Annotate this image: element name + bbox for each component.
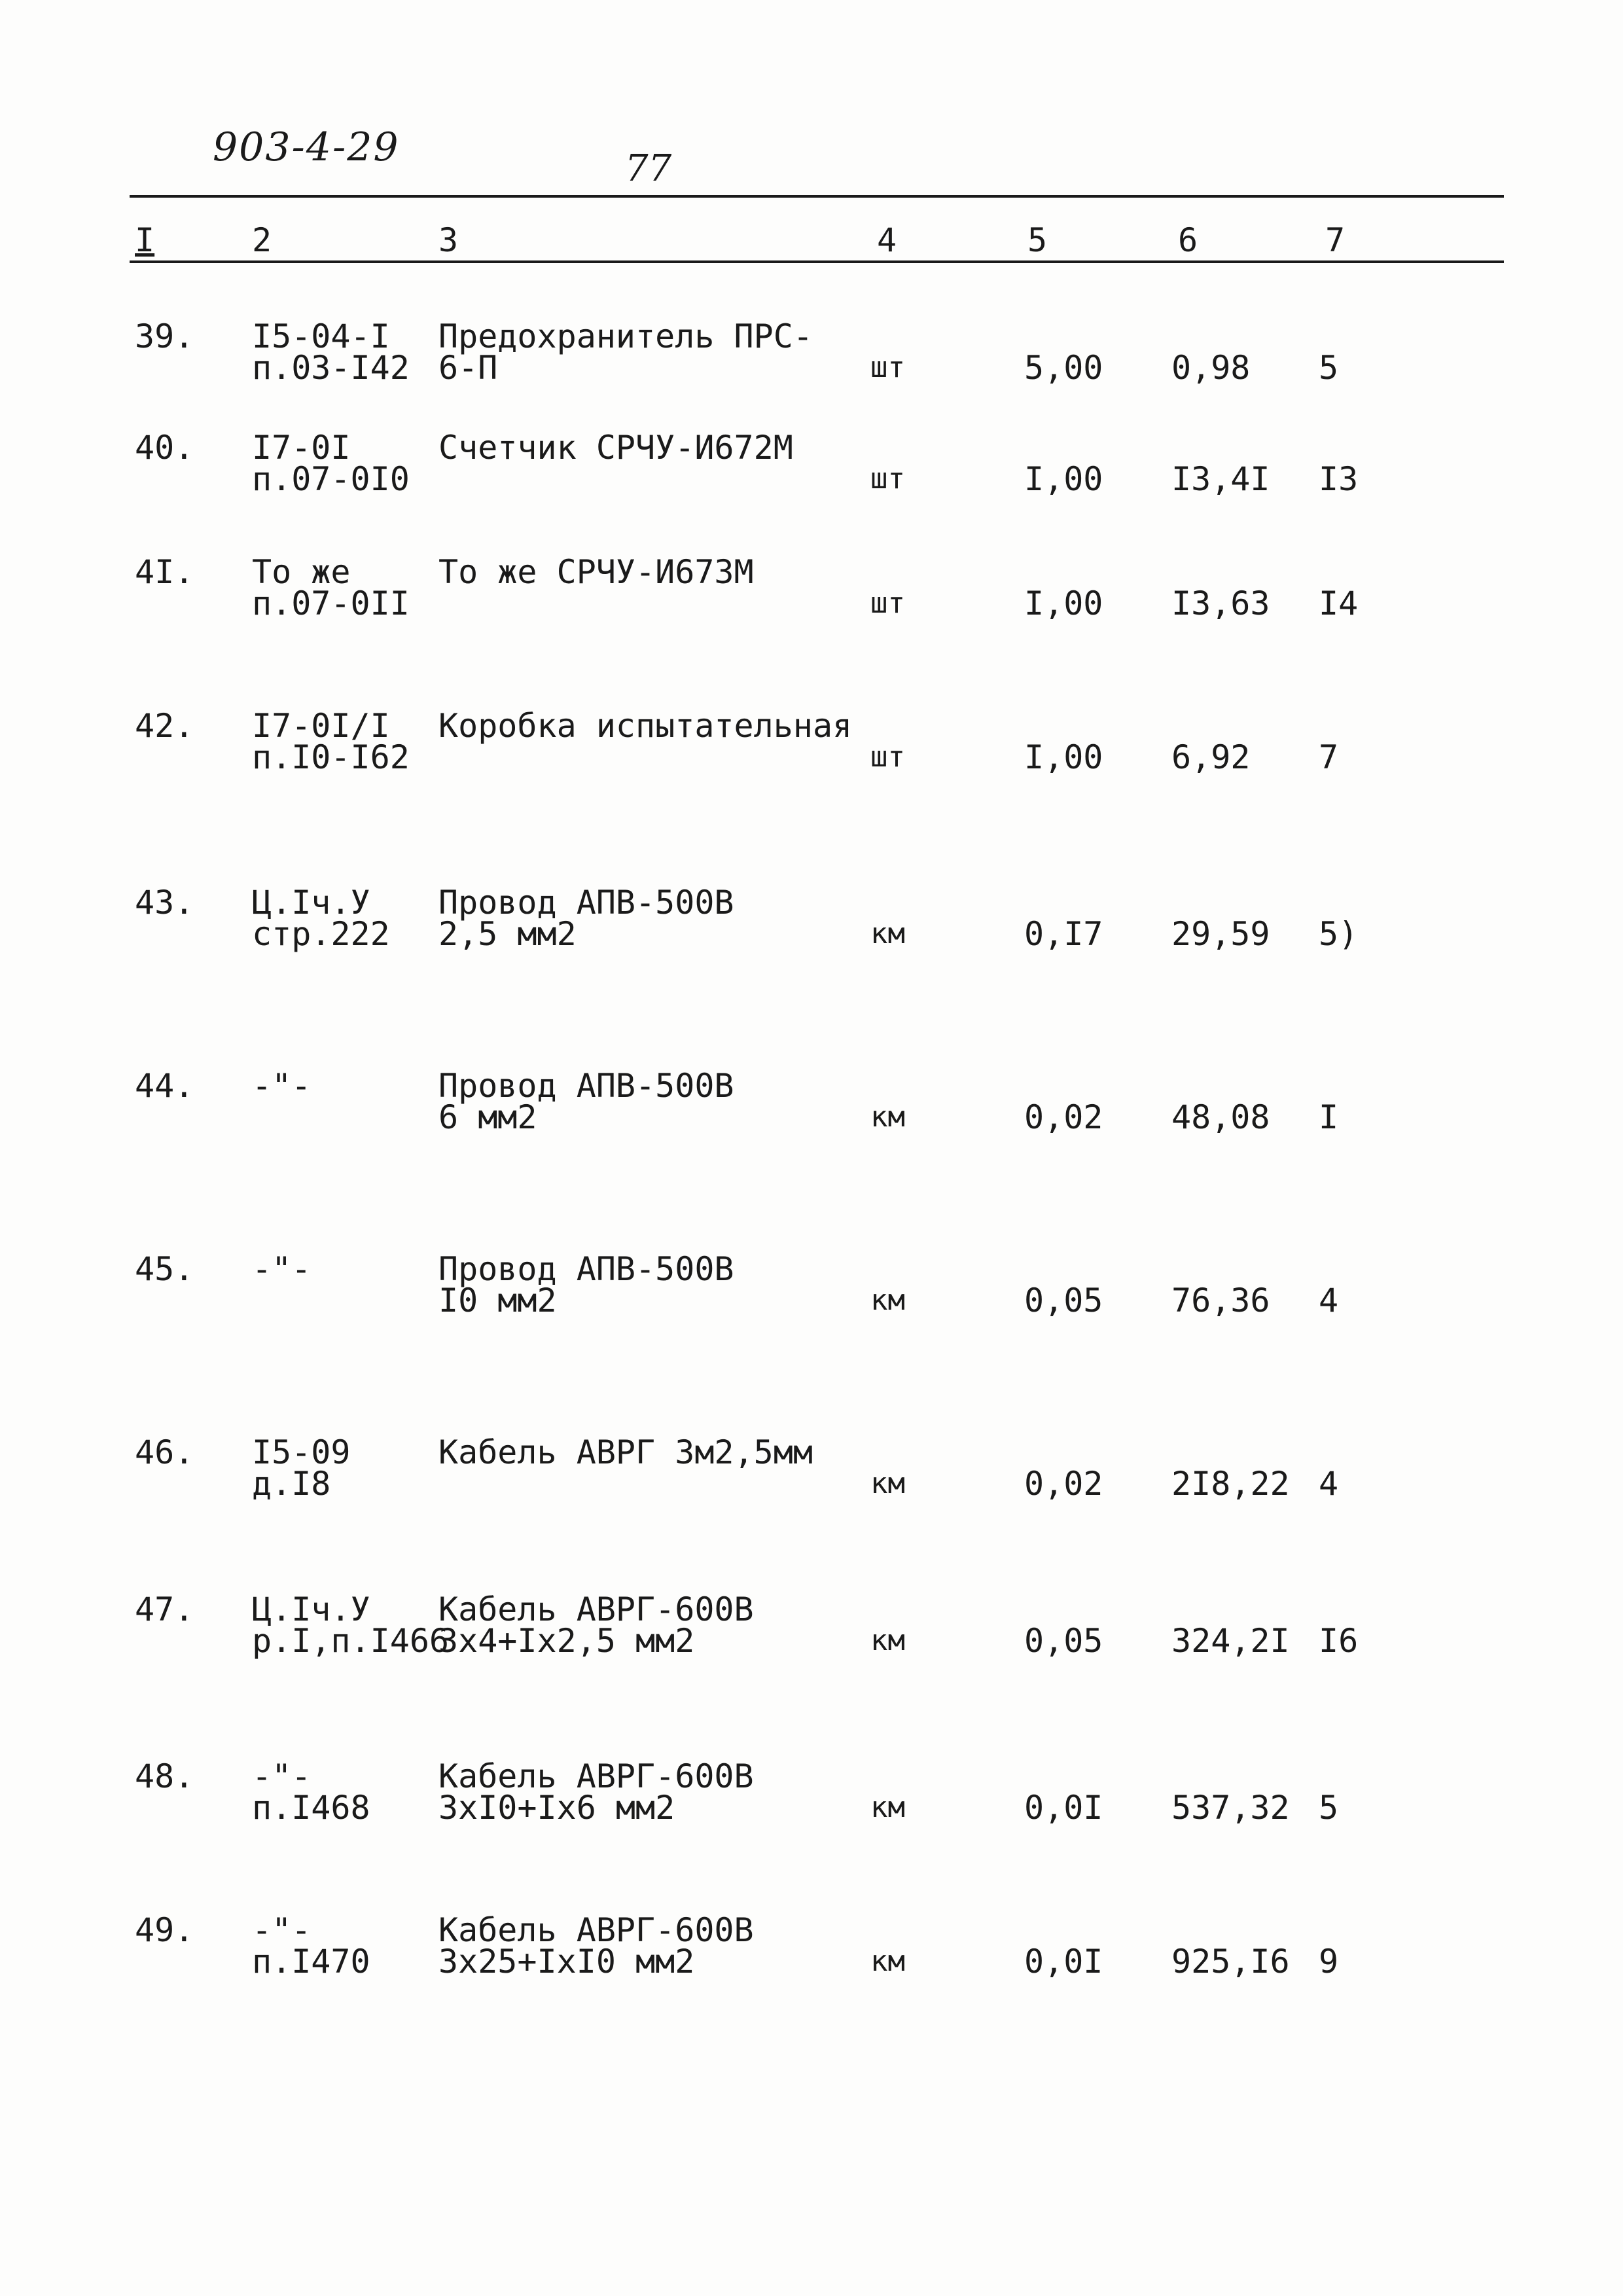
row-item-name: Провод АПВ-500В I0 мм2 [438,1250,734,1319]
row-quantity: 0,02 [1024,1098,1103,1136]
row-reference: -"- [252,1250,312,1288]
row-total: 5 [1319,349,1339,387]
row-unit-price: 76,36 [1171,1282,1270,1319]
table-row [0,1757,1623,1839]
row-quantity: 0,05 [1024,1282,1103,1319]
row-number: 47. [135,1590,194,1628]
row-unit-price: 48,08 [1171,1098,1270,1136]
column-header-4: 4 [877,221,897,259]
row-item-name: Предохранитель ПРС- 6-П [438,317,813,387]
column-header-1: I [135,221,155,259]
row-quantity: 0,02 [1024,1465,1103,1503]
column-header-3: 3 [438,221,459,259]
page-number: 77 [625,147,672,190]
row-unit-price: I3,63 [1171,584,1270,622]
row-total: 4 [1319,1465,1339,1503]
row-reference: Ц.Iч.У р.I,п.I466 [252,1590,450,1660]
row-unit: км [870,1467,905,1500]
column-header-7: 7 [1325,221,1346,259]
row-total: 9 [1319,1943,1339,1981]
row-reference: -"- [252,1067,312,1105]
table-row [0,429,1623,511]
row-number: 42. [135,707,194,745]
table-row [0,1250,1623,1332]
row-quantity: 5,00 [1024,349,1103,387]
row-unit: км [870,1100,905,1134]
row-number: 39. [135,317,194,355]
row-unit: шт [870,351,905,384]
row-quantity: I,00 [1024,738,1103,776]
row-item-name: Кабель АВРГ-600В 3хI0+Iх6 мм2 [438,1757,754,1827]
row-unit-price: 925,I6 [1171,1943,1290,1981]
row-unit-price: I3,4I [1171,460,1270,498]
row-item-name: Счетчик СРЧУ-И672М [438,429,793,467]
row-unit-price: 537,32 [1171,1789,1290,1827]
row-total: I3 [1319,460,1359,498]
row-reference: Ц.Iч.У стр.222 [252,884,390,953]
row-item-name: Кабель АВРГ-600В 3х4+Iх2,5 мм2 [438,1590,754,1660]
row-number: 46. [135,1433,194,1471]
row-reference: I7-0I п.07-0I0 [252,429,410,498]
row-quantity: I,00 [1024,584,1103,622]
row-total: I4 [1319,584,1359,622]
row-reference: I5-04-I п.03-I42 [252,317,410,387]
row-number: 4I. [135,553,194,591]
row-unit: км [870,1283,905,1317]
row-quantity: 0,I7 [1024,915,1103,953]
row-item-name: Кабель АВРГ-600В 3х25+IхI0 мм2 [438,1911,754,1981]
row-unit: км [870,1945,905,1978]
row-unit-price: 29,59 [1171,915,1270,953]
row-total: 7 [1319,738,1339,776]
row-item-name: Коробка испытательная [438,707,853,745]
table-row [0,1433,1623,1515]
document-code: 903-4-29 [213,124,400,170]
table-row [0,707,1623,789]
table-row [0,1590,1623,1672]
row-unit: шт [870,462,905,495]
row-quantity: I,00 [1024,460,1103,498]
row-reference: I5-09 д.I8 [252,1433,351,1503]
row-number: 40. [135,429,194,467]
row-number: 43. [135,884,194,922]
row-item-name: Провод АПВ-500В 6 мм2 [438,1067,734,1136]
row-reference: То же п.07-0II [252,553,410,622]
row-item-name: То же СРЧУ-И673М [438,553,754,591]
table-row [0,1067,1623,1149]
row-unit: шт [870,740,905,774]
row-unit: шт [870,586,905,620]
row-number: 49. [135,1911,194,1949]
table-row [0,1911,1623,1993]
row-unit-price: 2I8,22 [1171,1465,1290,1503]
row-total: I [1319,1098,1339,1136]
row-item-name: Кабель АВРГ 3м2,5мм [438,1433,813,1471]
row-unit-price: 6,92 [1171,738,1251,776]
row-total: 4 [1319,1282,1339,1319]
row-number: 48. [135,1757,194,1795]
row-quantity: 0,0I [1024,1789,1103,1827]
column-header-5: 5 [1027,221,1048,259]
row-number: 44. [135,1067,194,1105]
column-header-2: 2 [252,221,272,259]
row-total: I6 [1319,1622,1359,1660]
row-quantity: 0,05 [1024,1622,1103,1660]
table-row [0,317,1623,399]
row-unit-price: 0,98 [1171,349,1251,387]
column-header-6: 6 [1178,221,1198,259]
row-number: 45. [135,1250,194,1288]
row-unit: км [870,1624,905,1657]
row-reference: -"- п.I470 [252,1911,370,1981]
header-rule [130,260,1504,263]
table-row [0,884,1623,965]
row-total: 5 [1319,1789,1339,1827]
row-reference: -"- п.I468 [252,1757,370,1827]
row-quantity: 0,0I [1024,1943,1103,1981]
row-total: 5) [1319,915,1359,953]
top-rule [130,195,1504,198]
table-row [0,553,1623,635]
row-unit-price: 324,2I [1171,1622,1290,1660]
row-item-name: Провод АПВ-500В 2,5 мм2 [438,884,734,953]
row-unit: км [870,917,905,950]
row-unit: км [870,1791,905,1824]
row-reference: I7-0I/I п.I0-I62 [252,707,410,776]
